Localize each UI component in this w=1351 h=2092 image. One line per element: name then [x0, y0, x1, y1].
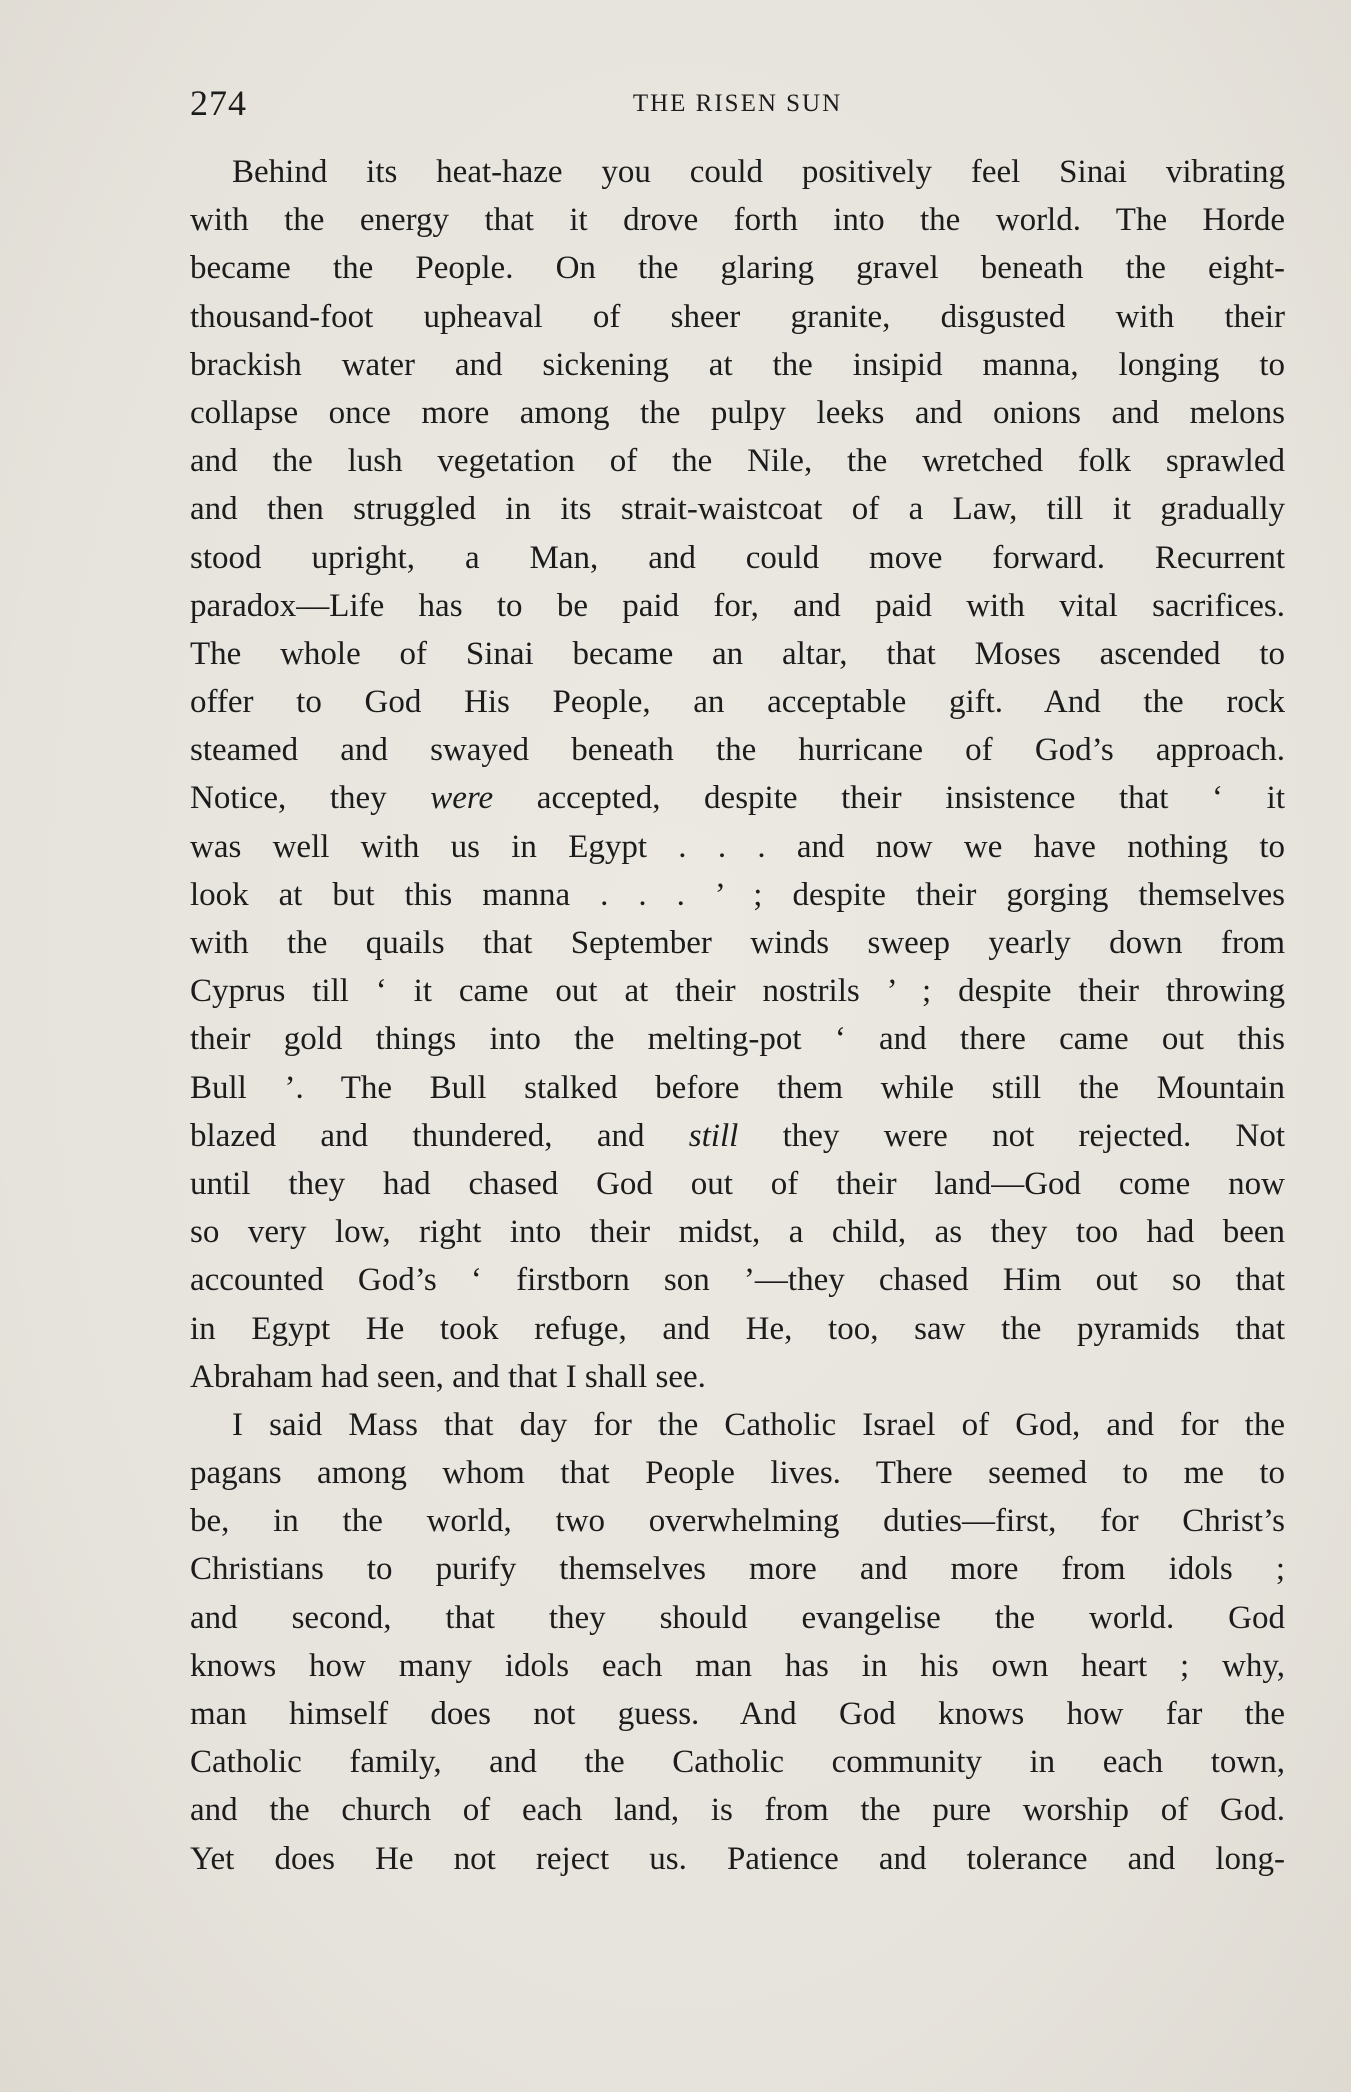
text-line: so very low, right into their midst, a child, as they too had been — [190, 1214, 1285, 1251]
text-line: until they had chased God out of their land—God come now — [190, 1165, 1285, 1202]
text-line: The whole of Sinai became an altar, that Moses ascended to — [190, 635, 1285, 672]
body-text — [190, 148, 1285, 1883]
text-line: Notice, they were accepted, despite their insistence that ‘ it — [190, 780, 1285, 817]
text-line: Christians to purify themselves more and more from idols ; — [190, 1551, 1285, 1588]
text-line: with the energy that it drove forth into the world. The Horde — [190, 202, 1285, 239]
text-line: their gold things into the melting-pot ‘ and there came out this — [190, 1021, 1285, 1058]
text-line: in Egypt He took refuge, and He, too, saw the pyramids that — [190, 1310, 1285, 1347]
text-line: stood upright, a Man, and could move forward. Recurrent — [190, 539, 1285, 576]
text-line: accounted God’s ‘ firstborn son ’—they chased Him out so that — [190, 1262, 1285, 1299]
text-line: be, in the world, two overwhelming duties—first, for Christ’s — [190, 1503, 1285, 1540]
text-line: look at but this manna . . . ’ ; despite their gorging themselves — [190, 876, 1285, 913]
text-line: paradox—Life has to be paid for, and paid with vital sacrifices. — [190, 587, 1285, 624]
text-line: pagans among whom that People lives. There seemed to me to — [190, 1455, 1285, 1492]
page-number: 274 — [190, 83, 247, 123]
text-line: collapse once more among the pulpy leeks and onions and melons — [190, 394, 1285, 431]
text-line: offer to God His People, an acceptable gift. And the rock — [190, 684, 1285, 721]
text-line: Catholic family, and the Catholic community in each town, — [190, 1744, 1285, 1781]
text-line: with the quails that September winds sweep yearly down from — [190, 925, 1285, 961]
paragraph — [190, 148, 1285, 1401]
page-header — [190, 82, 1285, 122]
running-title: THE RISEN SUN — [632, 90, 843, 117]
paragraph — [190, 1401, 1285, 1883]
text-line: man himself does not guess. And God knows how far the — [190, 1696, 1285, 1732]
text-line: was well with us in Egypt . . . and now we have nothing to — [190, 828, 1285, 865]
text-line: and second, that they should evangelise the world. God — [190, 1599, 1285, 1636]
text-line: Cyprus till ‘ it came out at their nostrils ’ ; despite their throwing — [190, 973, 1285, 1010]
text-line: became the People. On the glaring gravel beneath the eight- — [190, 250, 1285, 287]
text-line: brackish water and sickening at the insipid manna, longing to — [190, 346, 1285, 383]
text-line: Behind its heat-haze you could positively feel Sinai vibrating — [232, 154, 1285, 190]
text-line: steamed and swayed beneath the hurricane of God’s approach. — [190, 732, 1285, 769]
text-line: and the lush vegetation of the Nile, the wretched folk sprawled — [190, 443, 1285, 480]
text-line: Bull ’. The Bull stalked before them while still the Mountain — [190, 1069, 1285, 1106]
text-line: I said Mass that day for the Catholic Israel of God, and for the — [232, 1406, 1285, 1443]
text-line: blazed and thundered, and still they were not rejected. Not — [190, 1117, 1286, 1154]
text-line: Abraham had seen, and that I shall see. — [190, 1358, 706, 1395]
text-line: knows how many idols each man has in his own heart ; why, — [190, 1647, 1285, 1684]
text-line: and the church of each land, is from the pure worship of God. — [190, 1792, 1285, 1829]
text-line: thousand-foot upheaval of sheer granite, disgusted with their — [190, 298, 1285, 335]
text-line: and then struggled in its strait-waistcoat of a Law, till it gradually — [190, 491, 1285, 528]
text-line: Yet does He not reject us. Patience and tolerance and long- — [190, 1840, 1285, 1877]
